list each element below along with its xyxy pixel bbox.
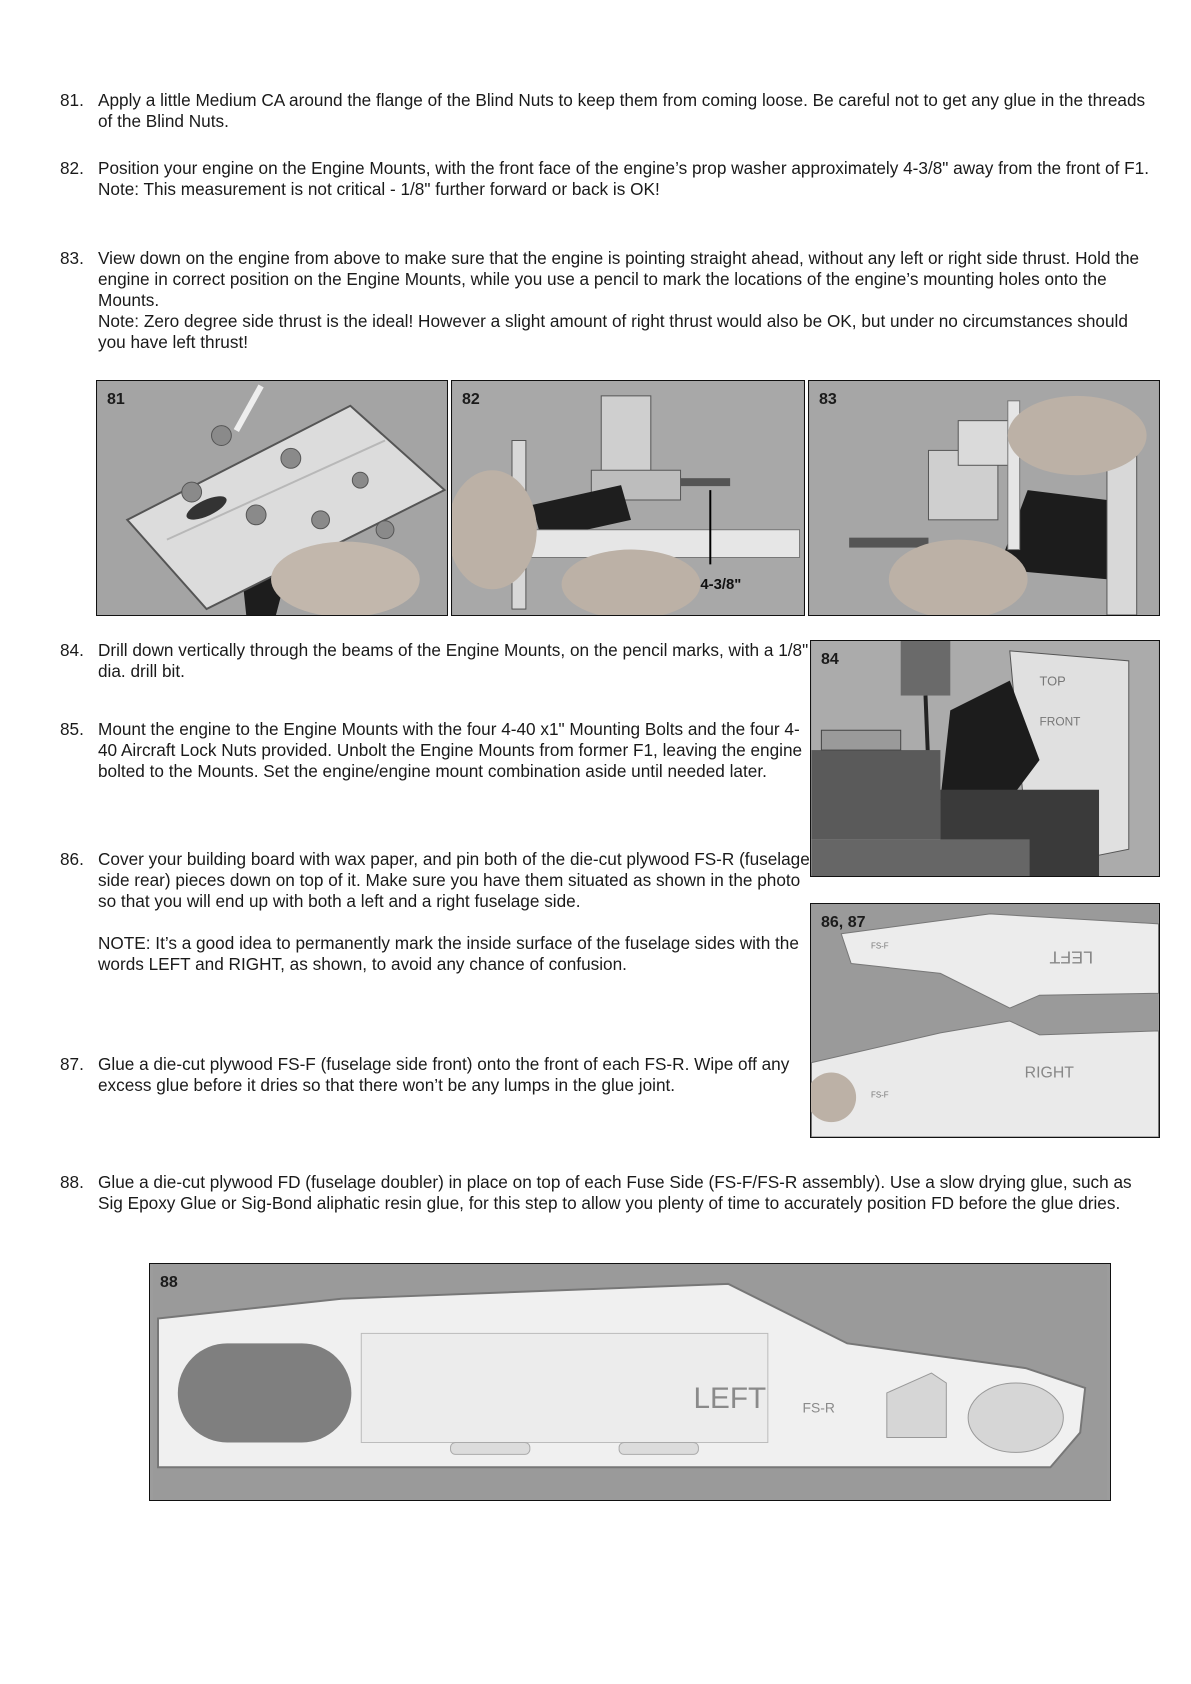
step-83 [60,248,1160,353]
photo-82-measure: 4-3/8" [700,577,742,594]
photo-88-image [150,1264,1110,1500]
step-text: Apply a little Medium CA around the flange of the Blind Nuts to keep them from coming loose. Be careful not to get any glue in the threads of the Blind Nuts. [98,90,1146,131]
step-note: Note: This measurement is not critical - 1/8" further forward or back is OK! [98,179,660,199]
photo-8687-right: RIGHT [1024,1064,1075,1082]
step-number: 81. [60,90,84,110]
step-85 [60,719,812,782]
step-text: Mount the engine to the Engine Mounts with the four 4-40 x1" Mounting Bolts and the four 4-40 Aircraft Lock Nuts provided. Unbolt the Engine Mounts from former F1, leaving the engine bolted to the Mounts. Set the engine/engine mount combination aside until needed later. [98,719,803,781]
step-number: 86. [60,849,84,869]
step-text: Drill down vertically through the beams of the Engine Mounts, on the pencil marks, with a 1/8" dia. drill bit. [98,640,809,681]
step-number: 87. [60,1054,84,1074]
step-text: Glue a die-cut plywood FS-F (fuselage side front) onto the front of each FS-R. Wipe off any excess glue before it dries so that there won’t be any lumps in the glue joint. [98,1054,790,1095]
step-84 [60,640,812,682]
photo-8687-left: LEFT [1049,947,1094,968]
step-text: Glue a die-cut plywood FD (fuselage doubler) in place on top of each Fuse Side (FS-F/FS-R assembly). Use a slow drying glue, such as Sig Epoxy Glue or Sig-Bond aliphatic resin glue, for this step to allow you plenty of time to accurately position FD before the glue dries. [98,1172,1132,1213]
photo-88-fsr: FS-R [802,1399,835,1416]
photo-82 [451,380,805,616]
photo-label: 83 [819,391,837,408]
step-note: Note: Zero degree side thrust is the ideal! However a slight amount of right thrust would also be OK, but under no circumstances should you have left thrust! [98,311,1128,352]
step-87 [60,1054,812,1096]
step-number: 85. [60,719,84,739]
step-text: Cover your building board with wax paper, and pin both of the die-cut plywood FS-R (fuselage side rear) pieces down on top of it. Make sure you have them situated as shown in the photo so that you will end up with both a left and a right fuselage side. [98,849,810,911]
photo-88-left: LEFT [693,1381,767,1415]
step-88 [60,1172,1160,1214]
photo-8687-fsf: FS-F [870,941,889,951]
step-81 [60,90,1160,132]
photo-83-image [809,381,1159,615]
step-number: 84. [60,640,84,660]
photo-88 [149,1263,1111,1501]
photo-83 [808,380,1160,616]
photo-86-87 [810,903,1160,1138]
photo-8687-fsf2: FS-F [870,1090,889,1100]
step-86 [60,849,812,975]
step-82 [60,158,1160,200]
photo-81 [96,380,448,616]
photo-84 [810,640,1160,877]
photo-label: 84 [821,651,839,668]
step-text: Position your engine on the Engine Mounts, with the front face of the engine’s prop washer approximately 4-3/8" away from the front of F1. [98,158,1149,178]
photo-84-mark-front: FRONT [1039,714,1081,729]
photo-84-mark-top: TOP [1039,673,1066,689]
photo-label: 81 [107,391,125,408]
photo-label: 82 [462,391,480,408]
step-text: View down on the engine from above to make sure that the engine is pointing straight ahead, without any left or right side thrust. Hold the engine in correct position on the Engine Mounts, while you use a pencil to mark the locations of the engine’s mounting holes onto the Mounts. [98,248,1140,310]
photo-84-image [811,641,1159,876]
photo-label: 86, 87 [821,914,866,931]
step-number: 82. [60,158,84,178]
photo-81-image [97,381,447,615]
photo-82-image [452,381,804,615]
step-note: NOTE: It’s a good idea to permanently mark the inside surface of the fuselage sides with the words LEFT and RIGHT, as shown, to avoid any chance of confusion. [98,933,799,974]
step-number: 88. [60,1172,84,1192]
step-number: 83. [60,248,84,268]
photo-86-87-image [811,904,1159,1137]
photo-label: 88 [160,1274,178,1291]
